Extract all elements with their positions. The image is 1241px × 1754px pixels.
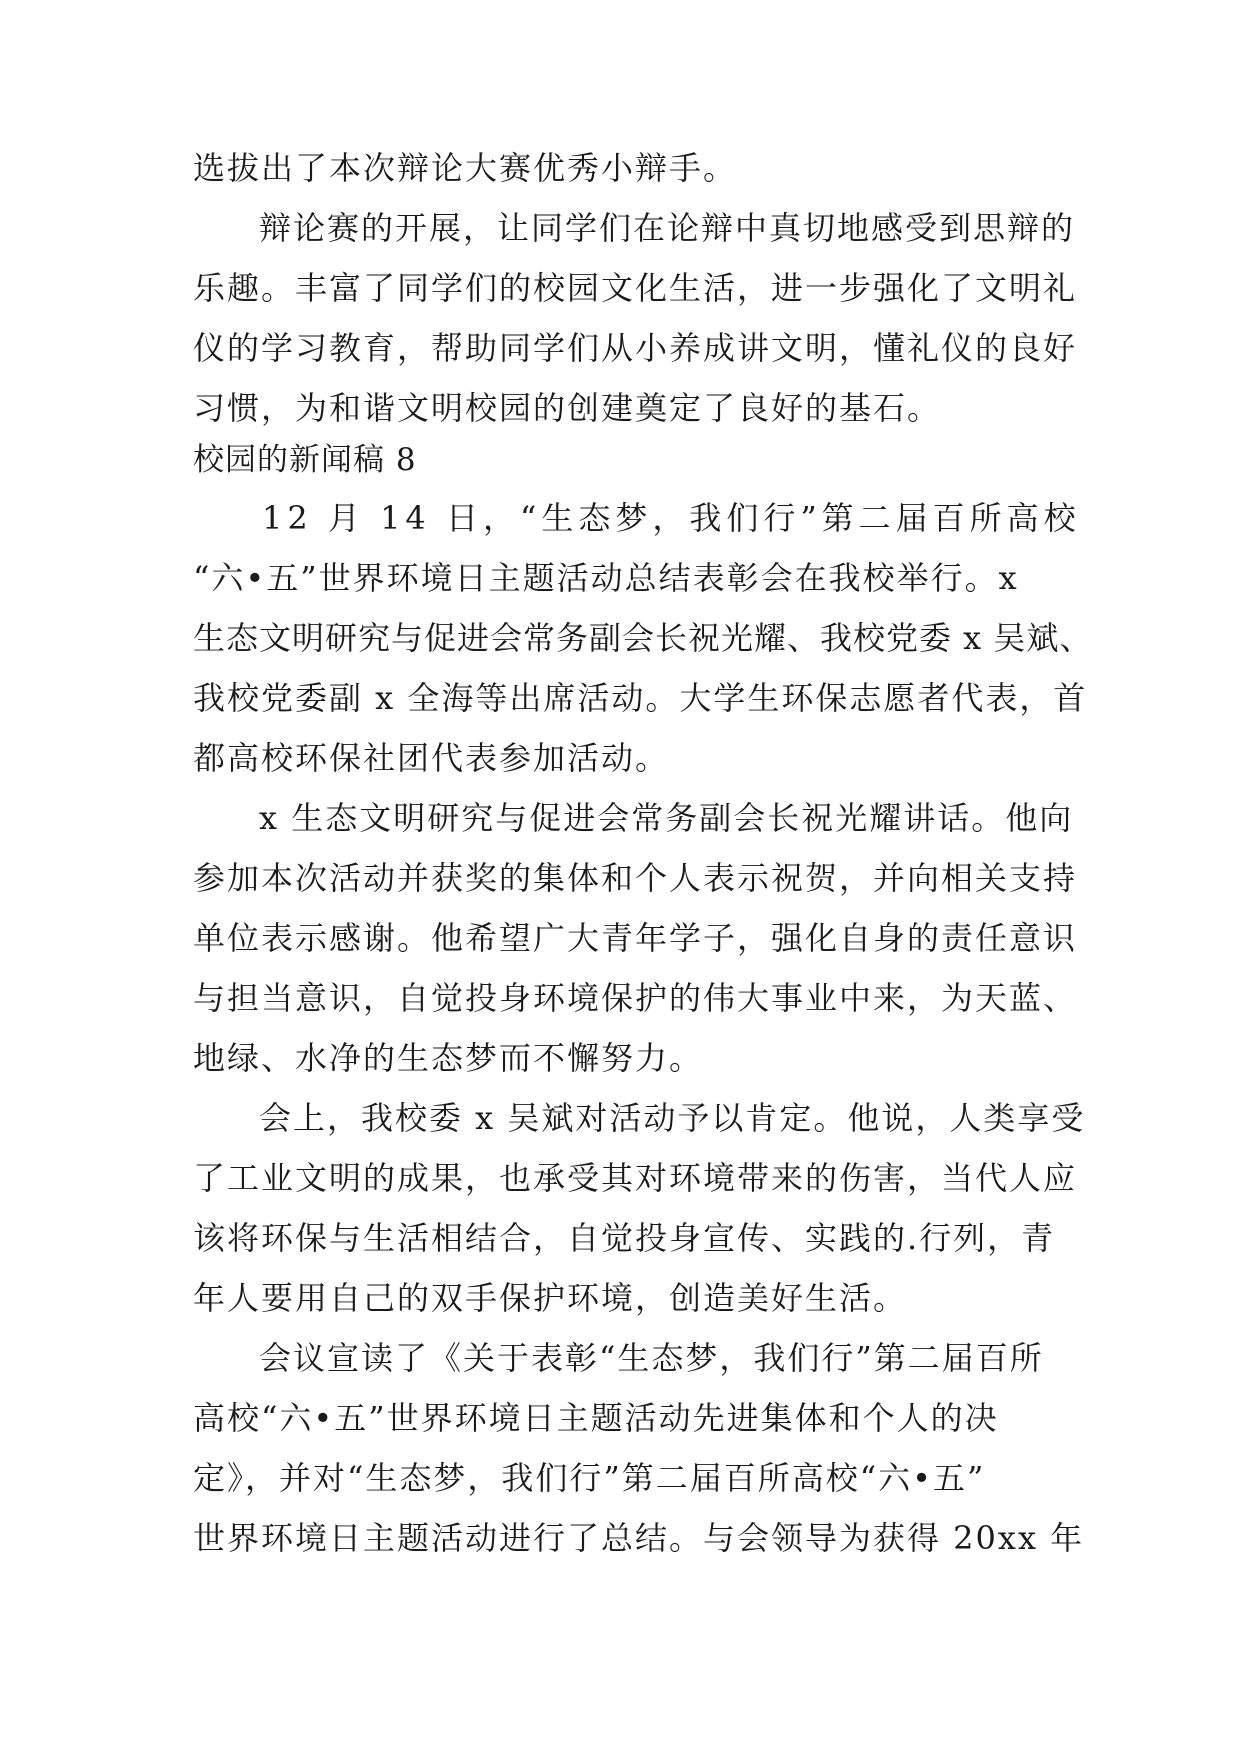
paragraph-line: 我校党委副 x 全海等出席活动。大学生环保志愿者代表，首: [193, 679, 1088, 717]
paragraph-line: 选拔出了本次辩论大赛优秀小辩手。: [193, 149, 738, 187]
paragraph-line: 仪的学习教育，帮助同学们从小养成讲文明，懂礼仪的良好: [193, 329, 1078, 367]
paragraph-line: 习惯，为和谐文明校园的创建奠定了良好的基石。: [193, 389, 942, 427]
paragraph-line: 单位表示感谢。他希望广大青年学子，强化自身的责任意识: [193, 919, 1078, 957]
paragraph-line: 辩论赛的开展，让同学们在论辩中真切地感受到思辩的: [259, 209, 1076, 247]
paragraph-line: 生态文明研究与促进会常务副会长祝光耀、我校党委 x 吴斌、: [193, 619, 1093, 657]
paragraph-line: 地绿、水净的生态梦而不懈努力。: [193, 1039, 704, 1077]
paragraph-line: 定》，并对“生态梦，我们行”第二届百所高校“六•五”: [193, 1459, 986, 1497]
paragraph-line: 年人要用自己的双手保护环境，创造美好生活。: [193, 1279, 908, 1317]
paragraph-line: 与担当意识，自觉投身环境保护的伟大事业中来，为天蓝、: [193, 979, 1078, 1017]
paragraph-line: 会议宣读了《关于表彰“生态梦，我们行”第二届百所: [259, 1339, 1044, 1377]
paragraph-line: 高校“六•五”世界环境日主题活动先进集体和个人的决: [193, 1399, 999, 1437]
paragraph-line: 了工业文明的成果，也承受其对环境带来的伤害，当代人应: [193, 1159, 1078, 1197]
paragraph-line: 世界环境日主题活动进行了总结。与会领导为获得 20xx 年: [193, 1519, 1085, 1557]
paragraph-line: 都高校环保社团代表参加活动。: [193, 739, 670, 777]
section-heading: 校园的新闻稿 8: [193, 442, 417, 478]
paragraph-line: 该将环保与生活相结合，自觉投身宣传、实践的.行列，青: [193, 1219, 1056, 1257]
paragraph-line: x 生态文明研究与促进会常务副会长祝光耀讲话。他向: [259, 799, 1074, 837]
paragraph-line: 12 月 14 日，“生态梦，我们行”第二届百所高校: [262, 499, 1081, 537]
paragraph-line: 乐趣。丰富了同学们的校园文化生活，进一步强化了文明礼: [193, 269, 1078, 307]
paragraph-line: 会上，我校委 x 吴斌对活动予以肯定。他说，人类享受: [259, 1099, 1086, 1137]
paragraph-line: “六•五”世界环境日主题活动总结表彰会在我校举行。x: [193, 559, 1019, 597]
paragraph-line: 参加本次活动并获奖的集体和个人表示祝贺，并向相关支持: [193, 859, 1078, 897]
